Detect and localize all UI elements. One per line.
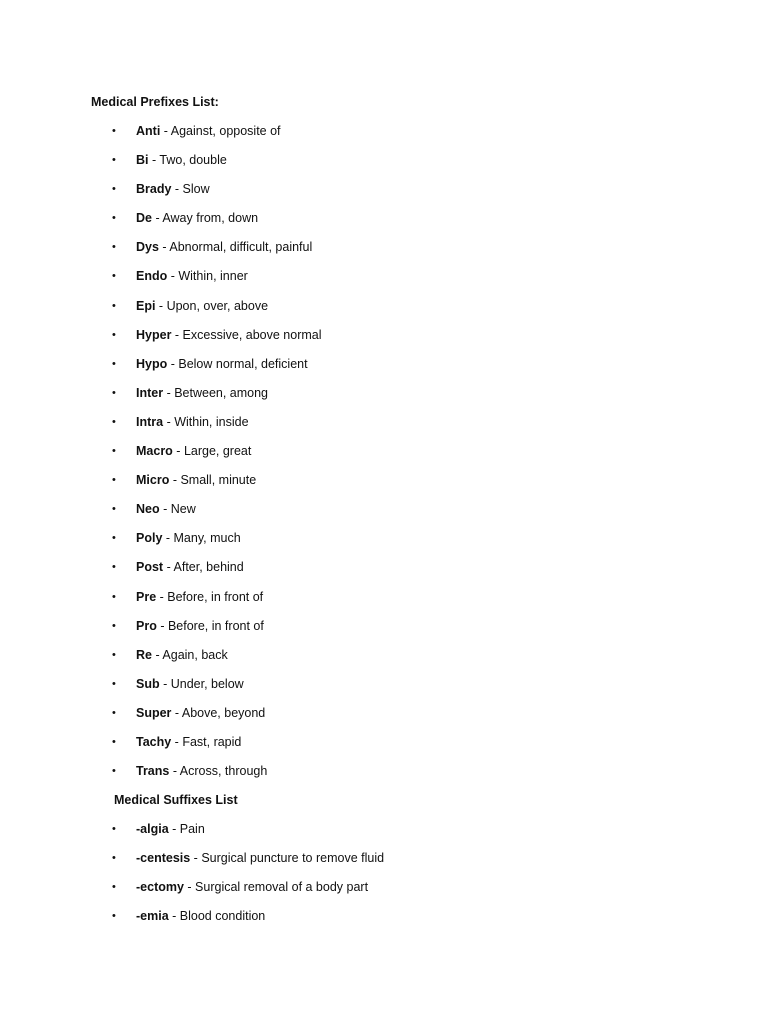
entry-text [136, 414, 249, 430]
meaning: Abnormal, difficult, painful [169, 240, 313, 255]
prefix-list-item [0, 530, 768, 559]
prefix-list-item [0, 210, 768, 239]
entry-text [136, 705, 265, 721]
meaning: New [170, 502, 196, 517]
prefix-list-item [0, 385, 768, 414]
meaning: Below normal, deficient [178, 356, 308, 371]
prefix-list-item [0, 443, 768, 472]
bullet-icon: • [112, 910, 116, 923]
separator: - [162, 531, 174, 546]
bullet-icon: • [112, 619, 116, 632]
meaning: Surgical removal of a body part [195, 880, 369, 895]
meaning: Blood condition [179, 909, 266, 924]
meaning: Small, minute [180, 473, 257, 488]
separator: - [168, 909, 180, 924]
prefix-list-item [0, 414, 768, 443]
meaning: Under, below [170, 676, 244, 691]
entry-text [136, 559, 244, 575]
entry-text [136, 181, 210, 197]
entry-text [136, 356, 308, 372]
entry-text [136, 385, 268, 401]
prefix-list-item [0, 501, 768, 530]
term: -centesis [136, 851, 191, 866]
prefix-list-item [0, 763, 768, 792]
meaning: Large, great [183, 444, 252, 459]
separator: - [156, 589, 168, 604]
term: -emia [136, 909, 169, 924]
term: -algia [136, 822, 169, 836]
suffix-list-item [0, 879, 768, 908]
bullet-icon: • [112, 357, 116, 370]
entry-text [136, 589, 263, 605]
entry-text [136, 443, 251, 459]
suffix-list-item [0, 821, 768, 850]
suffixes-list [0, 821, 768, 937]
term: Dys [136, 240, 159, 255]
bullet-icon: • [112, 445, 116, 458]
entry-text [136, 152, 227, 168]
bullet-icon: • [112, 386, 116, 399]
separator: - [190, 851, 202, 866]
entry-text [136, 647, 228, 663]
entry-text [136, 472, 256, 488]
bullet-icon: • [112, 415, 116, 428]
term: Anti [136, 124, 161, 138]
term: Pre [136, 589, 157, 604]
bullet-icon: • [112, 706, 116, 719]
meaning: Many, much [173, 531, 241, 546]
meaning: Between, among [174, 385, 269, 400]
term: Pro [136, 618, 157, 633]
separator: - [156, 618, 168, 633]
term: De [136, 211, 152, 226]
separator: - [171, 705, 182, 720]
separator: - [155, 298, 167, 313]
separator: - [169, 764, 180, 779]
meaning: Before, in front of [167, 618, 264, 633]
suffixes-heading: Medical Suffixes List [114, 793, 238, 807]
entry-text [136, 530, 241, 546]
bullet-icon: • [112, 677, 116, 690]
bullet-icon: • [112, 503, 116, 516]
term: Brady [136, 182, 172, 197]
separator: - [151, 211, 163, 226]
separator: - [183, 880, 196, 895]
separator: - [163, 414, 175, 429]
prefix-list-item [0, 559, 768, 588]
separator: - [160, 124, 171, 138]
prefixes-heading: Medical Prefixes List: [91, 95, 219, 109]
separator: - [171, 734, 183, 749]
term: Trans [136, 764, 170, 779]
prefix-list-item [0, 356, 768, 385]
bullet-icon: • [112, 765, 116, 778]
meaning: Away from, down [162, 211, 259, 226]
separator: - [148, 153, 160, 168]
meaning: Against, opposite of [170, 124, 281, 138]
bullet-icon: • [112, 881, 116, 894]
entry-text [136, 618, 264, 634]
bullet-icon: • [112, 270, 116, 283]
term: Super [136, 705, 172, 720]
prefix-list-item [0, 123, 768, 152]
separator: - [169, 473, 181, 488]
bullet-icon: • [112, 823, 116, 835]
term: Epi [136, 298, 156, 313]
meaning: Fast, rapid [182, 734, 242, 749]
entry-text [136, 879, 368, 895]
prefix-list-item [0, 676, 768, 705]
separator: - [171, 327, 183, 342]
term: Macro [136, 444, 173, 459]
bullet-icon: • [112, 648, 116, 661]
separator: - [167, 356, 179, 371]
suffix-list-item [0, 850, 768, 879]
entry-text [136, 210, 258, 226]
separator: - [159, 676, 171, 691]
separator: - [163, 560, 174, 575]
term: Tachy [136, 734, 172, 749]
bullet-icon: • [112, 299, 116, 312]
bullet-icon: • [112, 154, 116, 167]
prefix-list-item [0, 589, 768, 618]
term: Poly [136, 531, 163, 546]
term: Bi [136, 153, 149, 168]
entry-text [136, 501, 196, 517]
meaning: Within, inner [178, 269, 248, 284]
prefix-list-item [0, 327, 768, 356]
separator: - [172, 444, 184, 459]
bullet-icon: • [112, 561, 116, 574]
term: Endo [136, 269, 168, 284]
prefix-list-item [0, 647, 768, 676]
prefix-list-item [0, 705, 768, 734]
term: -ectomy [136, 880, 184, 895]
term: Neo [136, 502, 160, 517]
entry-text [136, 239, 312, 255]
meaning: Slow [182, 182, 210, 197]
separator: - [163, 385, 175, 400]
term: Micro [136, 473, 170, 488]
prefix-list-item [0, 268, 768, 297]
suffix-list-item [0, 908, 768, 937]
bullet-icon: • [112, 328, 116, 341]
term: Intra [136, 414, 164, 429]
separator: - [167, 269, 179, 284]
bullet-icon: • [112, 735, 116, 748]
entry-text [136, 268, 248, 284]
meaning: Upon, over, above [166, 298, 269, 313]
meaning: After, behind [173, 560, 244, 575]
bullet-icon: • [112, 474, 116, 487]
entry-text [136, 821, 205, 837]
term: Sub [136, 676, 160, 691]
meaning: Pain [179, 822, 205, 836]
bullet-icon: • [112, 212, 116, 225]
meaning: Two, double [159, 153, 227, 168]
entry-text [136, 734, 241, 750]
entry-text [136, 676, 244, 692]
prefix-list-item [0, 181, 768, 210]
bullet-icon: • [112, 590, 116, 603]
prefixes-list [0, 123, 768, 792]
term: Post [136, 560, 164, 575]
term: Hypo [136, 356, 168, 371]
separator: - [171, 182, 183, 197]
term: Inter [136, 385, 164, 400]
prefix-list-item [0, 734, 768, 763]
entry-text [136, 327, 322, 343]
entry-text [136, 763, 267, 779]
meaning: Before, in front of [167, 589, 264, 604]
bullet-icon: • [112, 241, 116, 254]
separator: - [158, 240, 170, 255]
meaning: Above, beyond [181, 705, 266, 720]
separator: - [159, 502, 171, 517]
prefix-list-item [0, 239, 768, 268]
bullet-icon: • [112, 852, 116, 865]
prefix-list-item [0, 472, 768, 501]
meaning: Surgical puncture to remove fluid [201, 851, 385, 866]
entry-text [136, 850, 384, 866]
bullet-icon: • [112, 125, 116, 137]
entry-text [136, 123, 281, 139]
prefix-list-item [0, 152, 768, 181]
meaning: Across, through [179, 764, 268, 779]
separator: - [168, 822, 180, 836]
prefix-list-item [0, 298, 768, 327]
meaning: Excessive, above normal [182, 327, 322, 342]
separator: - [151, 647, 163, 662]
term: Hyper [136, 327, 172, 342]
entry-text [136, 298, 268, 314]
bullet-icon: • [112, 532, 116, 545]
prefix-list-item [0, 618, 768, 647]
term: Re [136, 647, 152, 662]
meaning: Within, inside [174, 414, 249, 429]
meaning: Again, back [162, 647, 228, 662]
bullet-icon: • [112, 183, 116, 196]
entry-text [136, 908, 265, 924]
